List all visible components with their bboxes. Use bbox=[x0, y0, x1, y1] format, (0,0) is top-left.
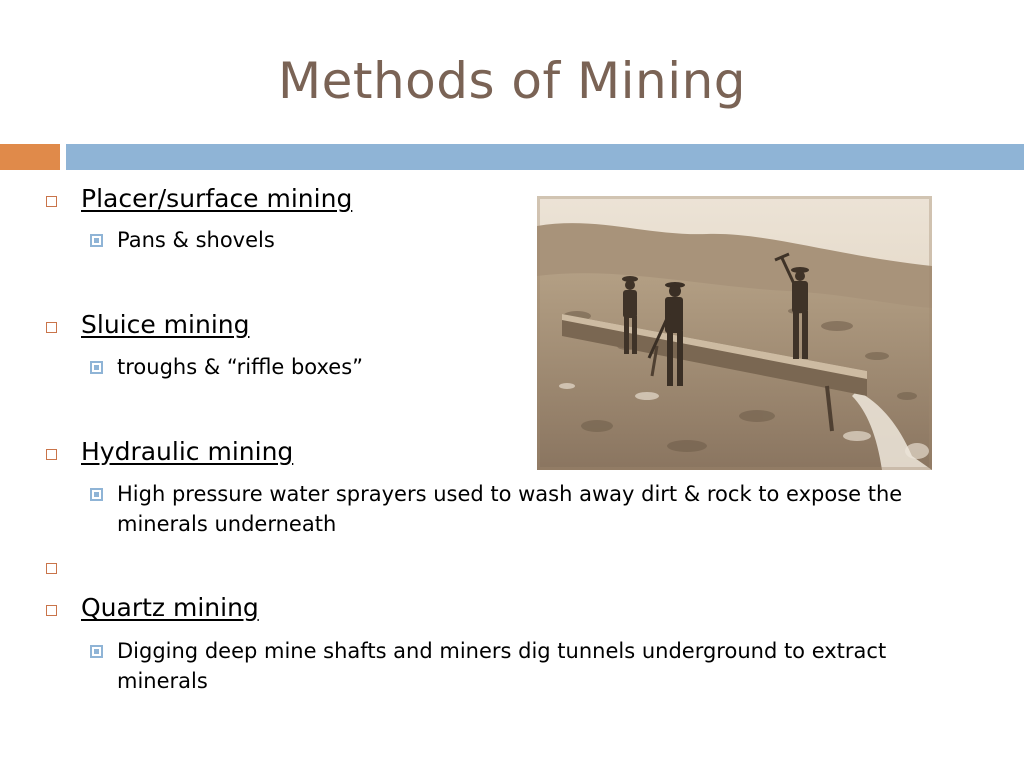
hollow-square-bullet-icon bbox=[46, 322, 57, 333]
accent-bar-orange bbox=[0, 144, 60, 170]
accent-bar-blue bbox=[66, 144, 1024, 170]
hollow-square-bullet-icon bbox=[46, 563, 57, 574]
hollow-square-bullet-icon bbox=[46, 196, 57, 207]
square-bullet-icon bbox=[90, 361, 103, 374]
square-bullet-icon bbox=[90, 234, 103, 247]
sub-bullet-text: troughs & “riffle boxes” bbox=[117, 355, 364, 379]
square-bullet-icon bbox=[90, 645, 103, 658]
hollow-square-bullet-icon bbox=[46, 449, 57, 460]
slide-title: Methods of Mining bbox=[277, 52, 747, 110]
square-bullet-icon bbox=[90, 488, 103, 501]
sub-bullet-text: Digging deep mine shafts and miners dig tunnels underground to extract minerals bbox=[117, 639, 887, 693]
sepia-photo-miners-sluice bbox=[537, 196, 932, 470]
bullet-heading: Hydraulic mining bbox=[81, 437, 294, 466]
hollow-square-bullet-icon bbox=[46, 605, 57, 616]
sub-bullet-text: Pans & shovels bbox=[117, 228, 275, 252]
bullet-heading: Quartz mining bbox=[81, 593, 259, 622]
sub-bullet-text: High pressure water sprayers used to wash away dirt & rock to expose the minerals underneath bbox=[117, 482, 903, 536]
bullet-heading: Sluice mining bbox=[81, 310, 250, 339]
bullet-heading: Placer/surface mining bbox=[81, 184, 353, 213]
